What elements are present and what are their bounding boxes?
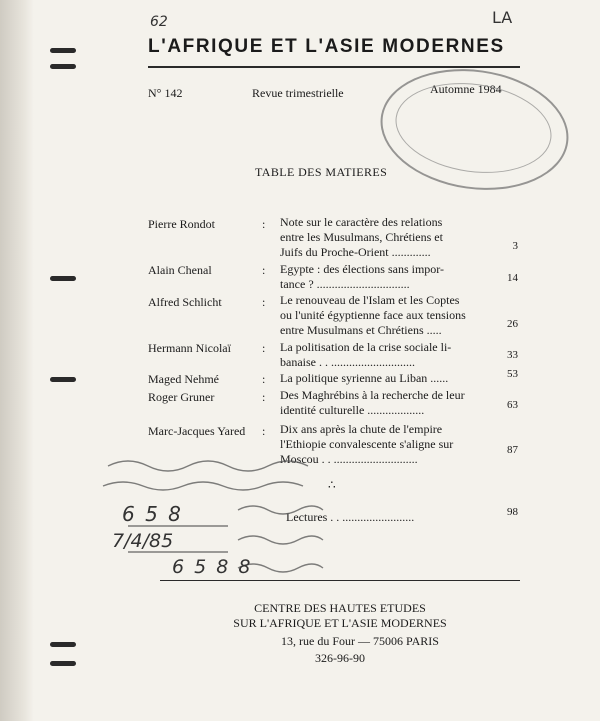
toc-page-number: 33	[507, 349, 518, 361]
article-line: l'Ethiopie convalescente s'aligne sur	[280, 437, 454, 451]
toc-page-number: 14	[507, 272, 518, 284]
toc-article-title	[280, 215, 486, 260]
handwritten-number: 62	[150, 14, 168, 30]
registration-number: 6 5 8	[122, 502, 183, 526]
toc-page-number: 3	[512, 240, 518, 252]
toc-separator: :	[262, 372, 266, 386]
journal-title: L'AFRIQUE ET L'ASIE MODERNES	[148, 36, 505, 57]
handwritten-code: LA	[492, 8, 513, 27]
binding-hole	[50, 661, 76, 666]
binding-edge	[0, 0, 34, 721]
issue-number: N° 142	[148, 86, 183, 100]
toc-heading: TABLE DES MATIERES	[255, 165, 388, 179]
toc-separator: :	[262, 295, 266, 309]
toc-page-number: 98	[507, 506, 518, 518]
toc-article-title	[280, 388, 486, 418]
toc-author: Roger Gruner	[148, 390, 215, 404]
toc-author: Hermann Nicolaï	[148, 341, 231, 355]
article-line: entre Musulmans et Chrétiens .....	[280, 323, 442, 337]
toc-article-title	[280, 340, 486, 370]
footer-phone: 326-96-90	[315, 651, 365, 665]
article-line: tance ? ...............................	[280, 277, 410, 291]
article-line: Le renouveau de l'Islam et les Coptes	[280, 293, 460, 307]
toc-author: Maged Nehmé	[148, 372, 219, 386]
lectures-label: Lectures . . ........................	[286, 510, 415, 524]
article-line: Egypte : des élections sans impor-	[280, 262, 445, 276]
toc-separator: :	[262, 424, 266, 438]
toc-article-title	[280, 262, 486, 292]
toc-page-number: 87	[507, 444, 518, 456]
article-line: banaise . . ............................	[280, 355, 415, 369]
journal-frequency: Revue trimestrielle	[252, 86, 344, 100]
toc-author: Alain Chenal	[148, 263, 212, 277]
toc-author: Pierre Rondot	[148, 217, 215, 231]
article-line: Moscou . . ............................	[280, 452, 418, 466]
toc-separator: :	[262, 217, 266, 231]
binding-hole	[50, 64, 76, 69]
article-line: La politisation de la crise sociale li-	[280, 340, 452, 354]
toc-page-number: 53	[507, 368, 518, 380]
registration-sequence: 6 5 8 8	[172, 556, 253, 578]
footer-address: 13, rue du Four — 75006 PARIS	[281, 634, 439, 648]
article-line: Note sur le caractère des relations	[280, 215, 443, 229]
toc-article-title	[280, 293, 486, 338]
section-ornament: ∴	[328, 478, 336, 492]
binding-hole	[50, 48, 76, 53]
title-rule	[148, 66, 520, 68]
toc-separator: :	[262, 390, 266, 404]
article-line: Juifs du Proche-Orient .............	[280, 245, 431, 259]
binding-hole	[50, 276, 76, 281]
toc-article-title	[280, 371, 486, 386]
toc-author: Alfred Schlicht	[148, 295, 222, 309]
article-line: Des Maghrébins à la recherche de leur	[280, 388, 465, 402]
article-line: La politique syrienne au Liban ......	[280, 371, 449, 385]
toc-page-number: 26	[507, 318, 518, 330]
article-line: entre les Musulmans, Chrétiens et	[280, 230, 443, 244]
issue-season: Automne 1984	[430, 82, 502, 96]
toc-page-number: 63	[507, 399, 518, 411]
footer-rule	[160, 580, 520, 581]
binding-hole	[50, 642, 76, 647]
footer-line: SUR L'AFRIQUE ET L'ASIE MODERNES	[233, 616, 447, 630]
article-line: identité culturelle ...................	[280, 403, 425, 417]
binding-hole	[50, 377, 76, 382]
article-line: Dix ans après la chute de l'empire	[280, 422, 443, 436]
article-line: ou l'unité égyptienne face aux tensions	[280, 308, 466, 322]
toc-author: Marc-Jacques Yared	[148, 424, 246, 438]
footer-line: CENTRE DES HAUTES ETUDES	[254, 601, 426, 615]
toc-separator: :	[262, 341, 266, 355]
toc-separator: :	[262, 263, 266, 277]
registration-date: 7/4/85	[112, 530, 174, 552]
